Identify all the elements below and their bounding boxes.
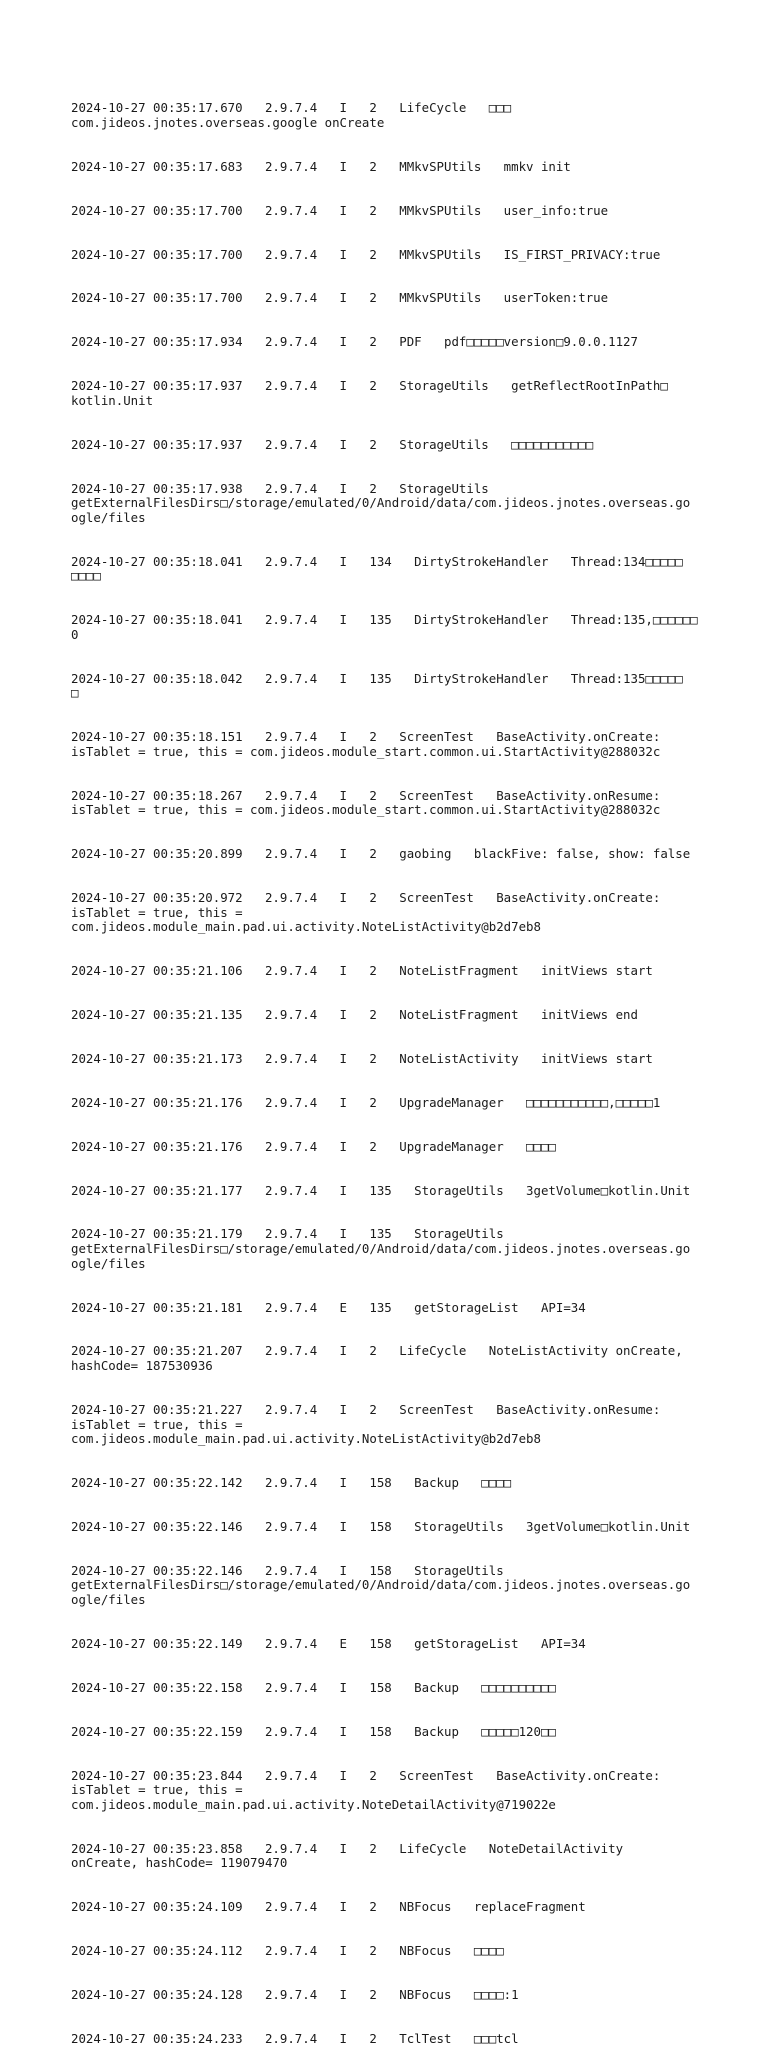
log-line: 2024-10-27 00:35:22.142 2.9.7.4 I 158 Backup □□□□ — [71, 1475, 512, 1490]
log-line: 2024-10-27 00:35:18.041 2.9.7.4 I 134 DirtyStrokeHandler Thread:134□□□□□ □□□□ — [71, 553, 683, 584]
log-line: 2024-10-27 00:35:24.112 2.9.7.4 I 2 NBFocus □□□□ — [71, 1943, 504, 1958]
log-line: 2024-10-27 00:35:21.177 2.9.7.4 I 135 StorageUtils 3getVolume□kotlin.Unit — [71, 1182, 691, 1198]
log-line: 2024-10-27 00:35:24.128 2.9.7.4 I 2 NBFocus □□□□:1 — [71, 1986, 519, 2002]
log-line: 2024-10-27 00:35:18.151 2.9.7.4 I 2 ScreenTest BaseActivity.onCreate: isTablet = true, this = com.jideos.module_start.common.ui.StartActivity@288032c — [71, 729, 661, 759]
log-line: 2024-10-27 00:35:20.899 2.9.7.4 I 2 gaobing blackFive: false, show: false — [71, 846, 691, 862]
log-line: 2024-10-27 00:35:17.934 2.9.7.4 I 2 PDF pdf□□□□□version□9.0.0.1127 — [71, 334, 638, 350]
log-line: 2024-10-27 00:35:21.135 2.9.7.4 I 2 NoteListFragment initViews end — [71, 1007, 638, 1022]
log-line: 2024-10-27 00:35:22.149 2.9.7.4 E 158 getStorageList API=34 — [71, 1635, 586, 1651]
log-output — [71, 72, 711, 2048]
log-line: 2024-10-27 00:35:21.227 2.9.7.4 I 2 ScreenTest BaseActivity.onResume: isTablet = true, this = com.jideos.module_main.pad.ui.activity.NoteListActivity@b2d7eb8 — [71, 1401, 661, 1447]
log-line: 2024-10-27 00:35:17.683 2.9.7.4 I 2 MMkvSPUtils mmkv init — [71, 158, 571, 174]
log-line: 2024-10-27 00:35:17.700 2.9.7.4 I 2 MMkvSPUtils userToken:true — [71, 290, 609, 306]
log-line: 2024-10-27 00:35:17.938 2.9.7.4 I 2 StorageUtils getExternalFilesDirs□/storage/emulated/0/Android/data/com.jideos.jnotes.overseas.go ogle/files — [71, 480, 691, 525]
log-line: 2024-10-27 00:35:21.176 2.9.7.4 I 2 UpgradeManager □□□□ — [71, 1138, 556, 1154]
log-line: 2024-10-27 00:35:22.146 2.9.7.4 I 158 StorageUtils 3getVolume□kotlin.Unit — [71, 1518, 691, 1534]
log-line: 2024-10-27 00:35:23.858 2.9.7.4 I 2 LifeCycle NoteDetailActivity onCreate, hashCode= 119079470 — [71, 1840, 624, 1871]
log-line: 2024-10-27 00:35:17.937 2.9.7.4 I 2 StorageUtils getReflectRootInPath□ kotlin.Unit — [71, 378, 668, 408]
log-line: 2024-10-27 00:35:21.176 2.9.7.4 I 2 UpgradeManager □□□□□□□□□□□,□□□□□1 — [71, 1094, 661, 1110]
log-line: 2024-10-27 00:35:22.146 2.9.7.4 I 158 StorageUtils getExternalFilesDirs□/storage/emulated/0/Android/data/com.jideos.jnotes.overseas.go ogle/files — [71, 1562, 691, 1607]
log-line: 2024-10-27 00:35:17.670 2.9.7.4 I 2 LifeCycle □□□ com.jideos.jnotes.overseas.google onCreate — [71, 100, 512, 130]
log-line: 2024-10-27 00:35:18.042 2.9.7.4 I 135 DirtyStrokeHandler Thread:135□□□□□ □ — [71, 670, 683, 701]
log-line: 2024-10-27 00:35:22.159 2.9.7.4 I 158 Backup □□□□□120□□ — [71, 1723, 556, 1739]
log-line: 2024-10-27 00:35:24.233 2.9.7.4 I 2 TclTest □□□tcl — [71, 2030, 519, 2046]
log-line: 2024-10-27 00:35:21.173 2.9.7.4 I 2 NoteListActivity initViews start — [71, 1050, 653, 1066]
log-line: 2024-10-27 00:35:21.181 2.9.7.4 E 135 getStorageList API=34 — [71, 1299, 586, 1315]
log-line: 2024-10-27 00:35:17.700 2.9.7.4 I 2 MMkvSPUtils user_info:true — [71, 202, 609, 218]
log-line: 2024-10-27 00:35:21.207 2.9.7.4 I 2 LifeCycle NoteListActivity onCreate, hashCode= 187530936 — [71, 1343, 683, 1373]
log-line: 2024-10-27 00:35:21.106 2.9.7.4 I 2 NoteListFragment initViews start — [71, 963, 653, 979]
log-line: 2024-10-27 00:35:18.267 2.9.7.4 I 2 ScreenTest BaseActivity.onResume: isTablet = true, this = com.jideos.module_start.common.ui.StartActivity@288032c — [71, 787, 661, 818]
log-line: 2024-10-27 00:35:21.179 2.9.7.4 I 135 StorageUtils getExternalFilesDirs□/storage/emulated/0/Android/data/com.jideos.jnotes.overseas.go ogle/files — [71, 1226, 691, 1271]
log-line: 2024-10-27 00:35:20.972 2.9.7.4 I 2 ScreenTest BaseActivity.onCreate: isTablet = true, this = com.jideos.module_main.pad.ui.activity.NoteListActivity@b2d7eb8 — [71, 890, 661, 935]
log-line: 2024-10-27 00:35:24.109 2.9.7.4 I 2 NBFocus replaceFragment — [71, 1899, 586, 1915]
log-line: 2024-10-27 00:35:22.158 2.9.7.4 I 158 Backup □□□□□□□□□□ — [71, 1679, 556, 1695]
log-line: 2024-10-27 00:35:18.041 2.9.7.4 I 135 DirtyStrokeHandler Thread:135,□□□□□□ 0 — [71, 612, 698, 642]
log-line: 2024-10-27 00:35:17.700 2.9.7.4 I 2 MMkvSPUtils IS_FIRST_PRIVACY:true — [71, 246, 661, 262]
log-line: 2024-10-27 00:35:23.844 2.9.7.4 I 2 ScreenTest BaseActivity.onCreate: isTablet = true, this = com.jideos.module_main.pad.ui.activity.NoteDetailActivity@719022e — [71, 1767, 661, 1812]
log-line: 2024-10-27 00:35:17.937 2.9.7.4 I 2 StorageUtils □□□□□□□□□□□ — [71, 436, 594, 452]
